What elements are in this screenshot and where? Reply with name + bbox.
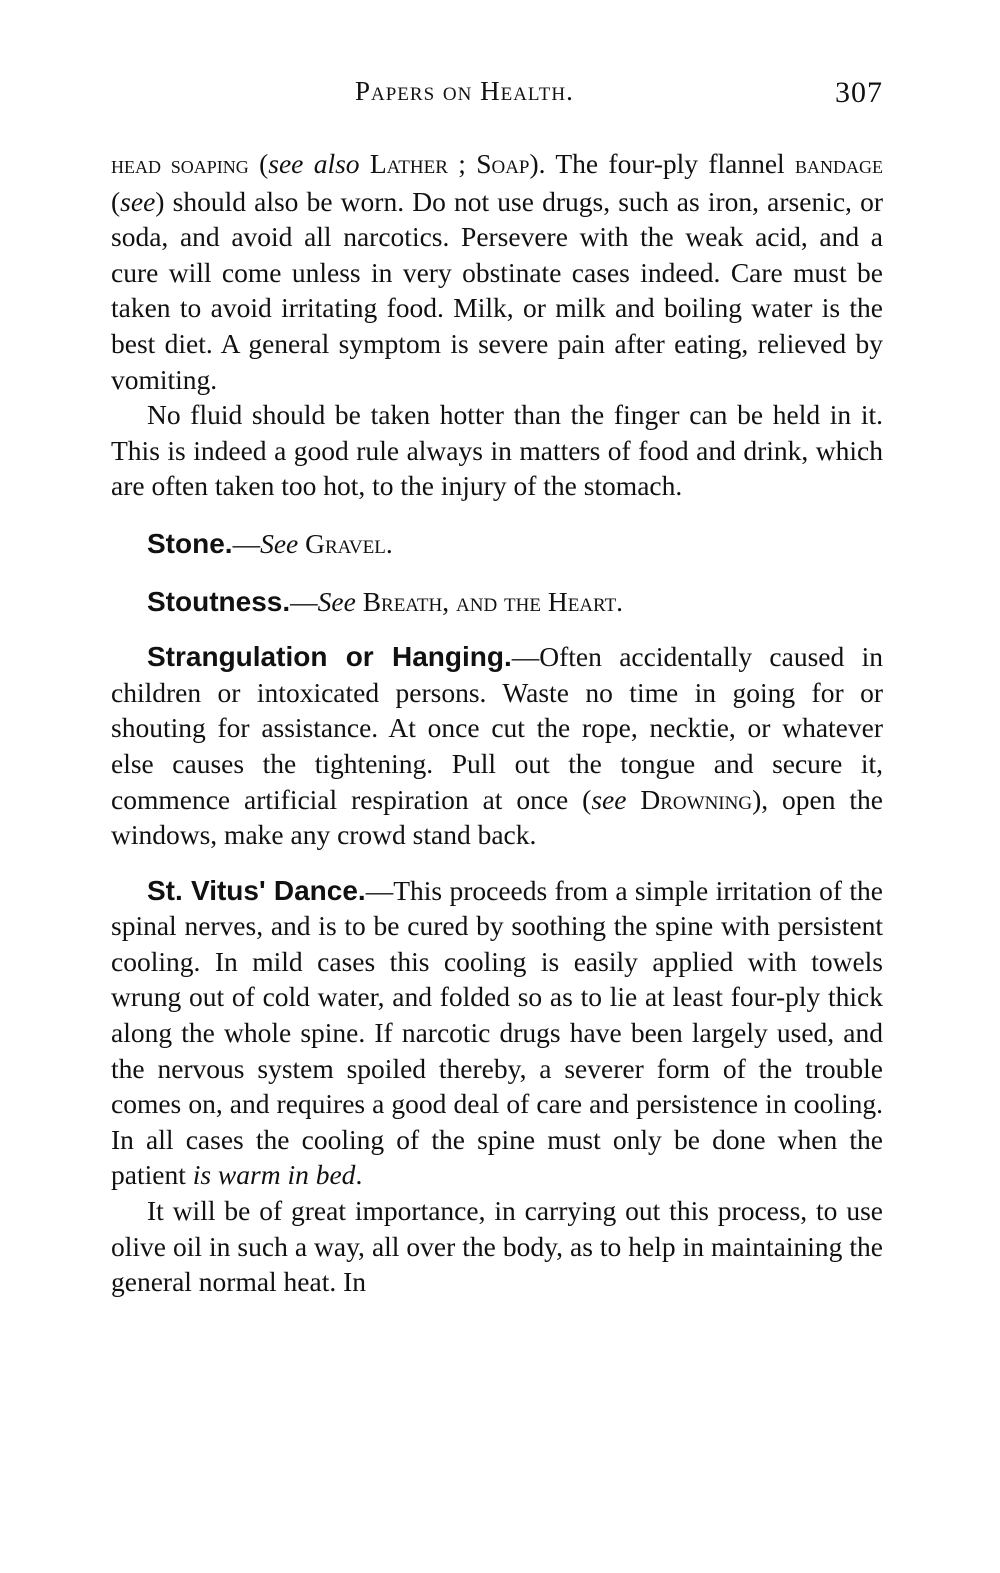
running-title: Papers on Health.	[355, 76, 574, 106]
entry-heading: St. Vitus' Dance.	[147, 874, 366, 906]
entry-heading: Stone.	[147, 527, 233, 559]
entry-stone: Stone.—See Gravel.	[147, 527, 393, 559]
continuation-paragraph: head soaping (see also Lather ; Soap). The four-ply flannel bandage (see) should also be worn. Do not use drugs, such as iron, arsenic, or soda, and avoid all narcotics. Persevere with the weak acid, and a cure will come unless in very obstinate cases indeed. Care must be taken to avoid irritating food. Milk, or milk and boiling water is the best diet. A general symptom is severe pain after eating, relieved by vomiting.	[111, 148, 883, 395]
entry-strangulation: Strangulation or Hanging.—Often accidentally caused in children or intoxicated persons. Waste no time in going for or shouting for assistance. At once cut the rope, necktie, or whatever else causes the tightening. Pull out the tongue and secure it, commence artificial respiration at once (see Drowning), open the windows, make any crowd stand back.	[111, 641, 884, 851]
entry-heading: Stoutness.	[147, 585, 291, 617]
body-text	[111, 146, 883, 1300]
entry-st-vitus-dance: St. Vitus' Dance.—This proceeds from a simple irritation of the spinal nerves, and is to be cured by soothing the spine with persistent cooling. In mild cases this cooling is easily applied with towels wrung out of cold water, and folded so as to lie at least four-ply thick along the whole spine. If narcotic drugs have been largely used, and the nervous system spoiled thereby, a severer form of the trouble comes on, and requires a good deal of care and persistence in cooling. In all cases the cooling of the spine must only be done when the patient is warm in bed.	[111, 874, 883, 1191]
entry-heading: Strangulation or Hanging.	[147, 641, 512, 673]
page-number: 307	[835, 76, 883, 109]
running-head	[111, 76, 883, 116]
entry-stoutness: Stoutness.—See Breath, and the Heart.	[147, 585, 624, 617]
fluid-paragraph: No fluid should be taken hotter than the finger can be held in it. This is indeed a good rule always in matters of food and drink, which are often taken too hot, to the injury of the stomach.	[111, 399, 883, 502]
olive-oil-paragraph: It will be of great importance, in carrying out this process, to use olive oil in such a way, all over the body, as to help in maintaining the general normal heat. In	[111, 1195, 883, 1298]
